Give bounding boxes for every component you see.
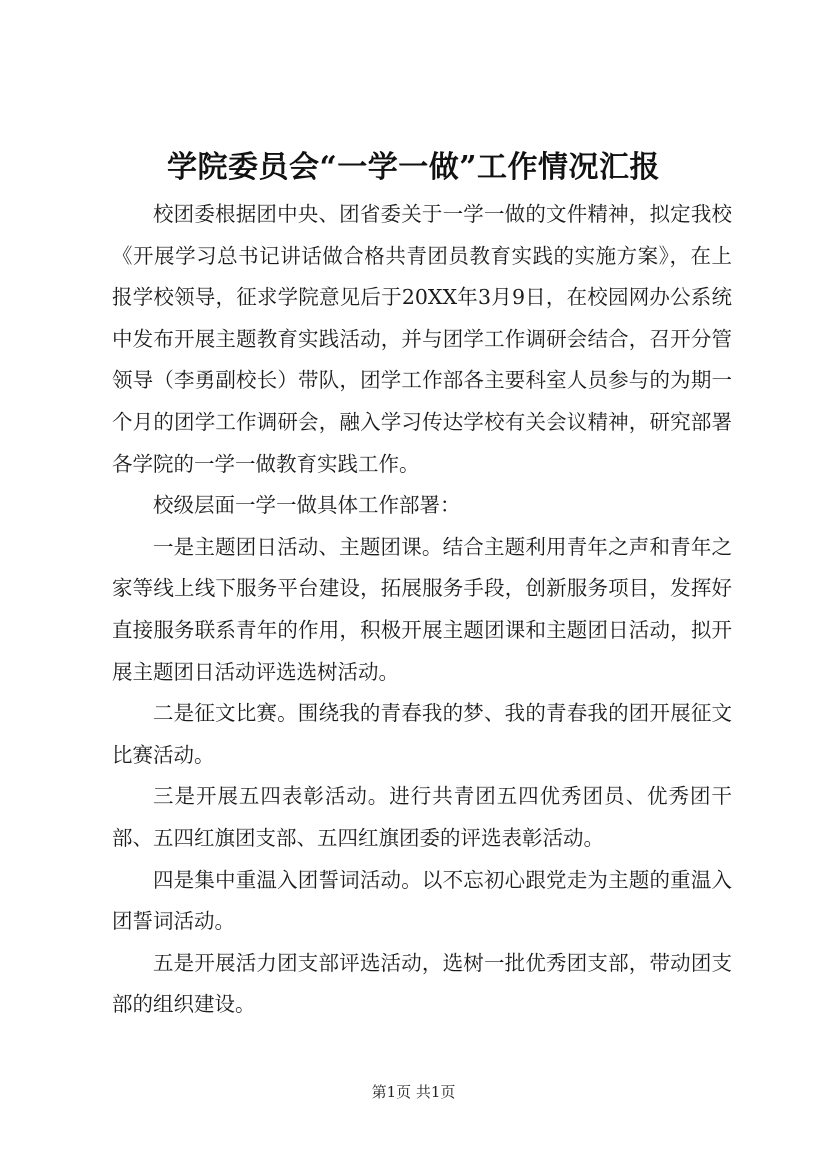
paragraph-intro: 校团委根据团中央、团省委关于一学一做的文件精神，拟定我校《开展学习总书记讲话做合格共青团员教育实践的实施方案》，在上报学校领导，征求学院意见后于20XX年3月9日，在校园网办公系统中发布开展主题教育实践活动，并与团学工作调研会结合，召开分管领导（李勇副校长）带队，团学工作部各主要科室人员参与的为期一个月的团学工作调研会，融入学习传达学校有关会议精神，研究部署各学院的一学一做教育实践工作。 <box>112 202 732 476</box>
paragraph-item-4: 四是集中重温入团誓词活动。以不忘初心跟党走为主题的重温入团誓词活动。 <box>112 867 732 934</box>
document-title: 学院委员会“一学一做”工作情况汇报 <box>166 150 660 185</box>
paragraph-deployment-heading: 校级层面一学一做具体工作部署： <box>153 493 461 518</box>
paragraph-item-5: 五是开展活力团支部评选活动，选树一批优秀团支部，带动团支部的组织建设。 <box>112 950 732 1017</box>
paragraph-item-3: 三是开展五四表彰活动。进行共青团五四优秀团员、优秀团干部、五四红旗团支部、五四红旗团委的评选表彰活动。 <box>112 784 732 850</box>
paragraph-item-2: 二是征文比赛。围绕我的青春我的梦、我的青春我的团开展征文比赛活动。 <box>112 701 732 767</box>
paragraph-item-1: 一是主题团日活动、主题团课。结合主题利用青年之声和青年之家等线上线下服务平台建设，拓展服务手段，创新服务项目，发挥好直接服务联系青年的作用，积极开展主题团课和主题团日活动，拟开展主题团日活动评选选树活动。 <box>112 534 732 684</box>
document-body <box>112 194 732 1026</box>
page-number-footer: 第1页 共1页 <box>371 1083 456 1101</box>
